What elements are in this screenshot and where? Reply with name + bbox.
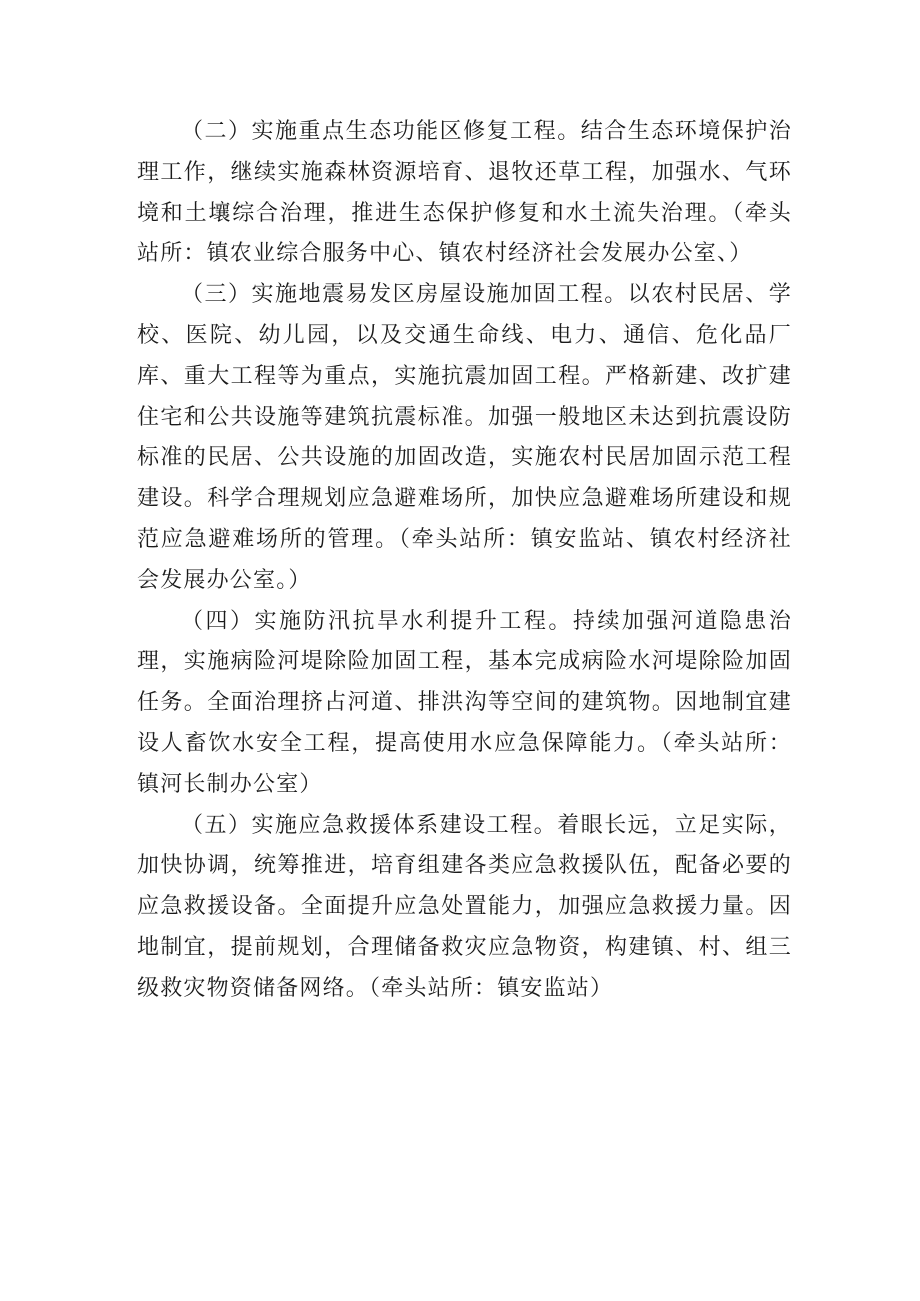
paragraph-section-5: （五）实施应急救援体系建设工程。着眼长远，立足实际，加快协调，统筹推进，培育组建各类应急救援队伍，配备必要的应急救援设备。全面提升应急处置能力，加强应急救援力量。因地制宜，提前规划，合理储备救灾应急物资，构建镇、村、组三级救灾物资储备网络。（牵头站所：镇安监站） xyxy=(137,812,792,1001)
paragraph-section-4: （四）实施防汛抗旱水利提升工程。持续加强河道隐患治理，实施病险河堤除险加固工程，基本完成病险水河堤除险加固任务。全面治理挤占河道、排洪沟等空间的建筑物。因地制宜建设人畜饮水安全工程，提高使用水应急保障能力。（牵头站所：镇河长制办公室） xyxy=(137,608,792,797)
paragraph-section-2: （二）实施重点生态功能区修复工程。结合生态环境保护治理工作，继续实施森林资源培育、退牧还草工程，加强水、气环境和土壤综合治理，推进生态保护修复和水土流失治理。（牵头站所：镇农业综合服务中心、镇农村经济社会发展办公室、） xyxy=(137,119,792,267)
paragraph-section-3: （三）实施地震易发区房屋设施加固工程。以农村民居、学校、医院、幼儿园，以及交通生命线、电力、通信、危化品厂库、重大工程等为重点，实施抗震加固工程。严格新建、改扩建住宅和公共设施等建筑抗震标准。加强一般地区未达到抗震设防标准的民居、公共设施的加固改造，实施农村民居加固示范工程建设。科学合理规划应急避难场所，加快应急避难场所建设和规范应急避难场所的管理。（牵头站所：镇安监站、镇农村经济社会发展办公室。） xyxy=(137,282,792,593)
document-body xyxy=(137,112,792,1010)
